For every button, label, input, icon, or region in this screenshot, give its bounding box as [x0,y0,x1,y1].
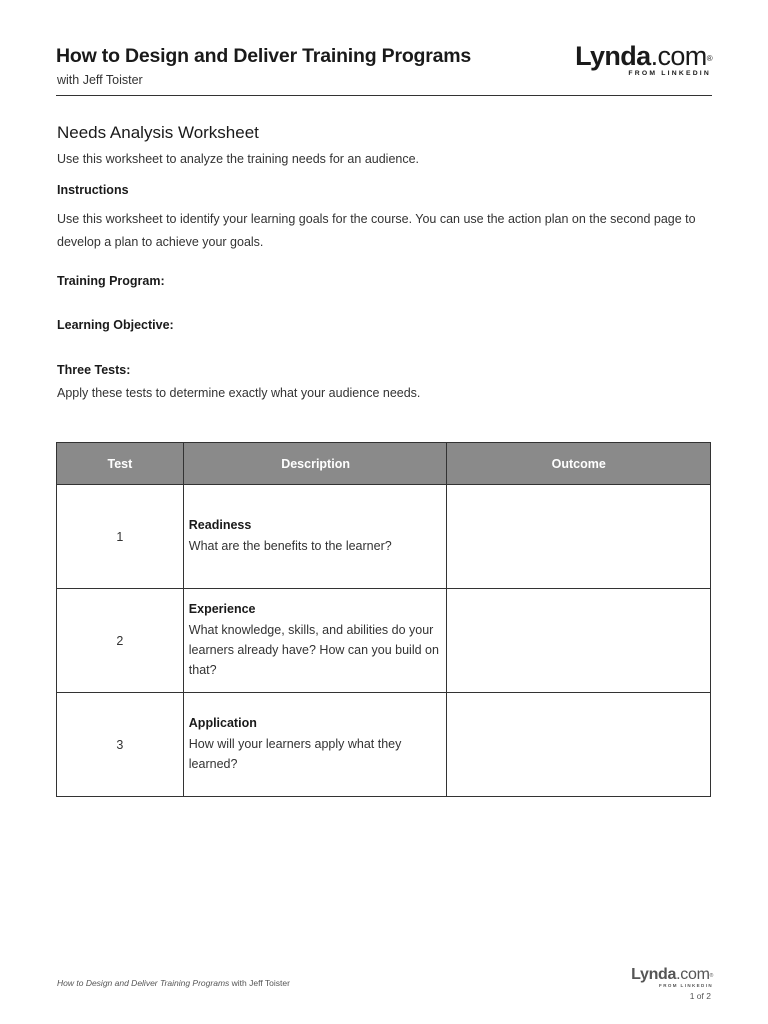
outcome-cell[interactable] [447,485,711,589]
outcome-cell[interactable] [447,693,711,797]
test-description-cell [183,589,447,693]
test-title: Readiness [188,517,252,532]
test-number: 1 [57,485,184,589]
test-number: 3 [57,693,184,797]
logo-registered-mark: ® [706,54,712,63]
header-description: Description [183,443,447,485]
instructions-heading: Instructions [57,183,129,197]
page-number: 1 of 2 [689,991,711,1001]
test-description: How will your learners apply what they learned? [188,736,402,771]
footer-author: with Jeff Toister [231,978,290,988]
test-title: Application [188,715,257,730]
test-description: What are the benefits to the learner? [188,538,392,553]
footer-logo-registered-mark: ® [709,973,713,979]
table-row [57,485,711,589]
header-outcome: Outcome [447,443,711,485]
logo-suffix: .com [650,41,707,71]
course-author: with Jeff Toister [57,73,143,87]
footer-lynda-logo [631,966,713,988]
test-description: What knowledge, skills, and abilities do your learners already have? How can you build on that? [188,622,439,677]
tests-table [56,442,711,797]
worksheet-title: Needs Analysis Worksheet [57,123,259,142]
training-program-label: Training Program: [57,274,165,288]
table-row [57,693,711,797]
test-number: 2 [57,589,184,693]
test-description-cell [183,485,447,589]
footer-logo-tagline: FROM LINKEDIN [659,983,713,988]
logo-brand: Lynda [575,41,651,71]
lynda-logo [575,41,712,78]
test-description-cell [183,693,447,797]
learning-objective-label: Learning Objective: [57,318,174,332]
course-title: How to Design and Deliver Training Programs [56,45,472,67]
outcome-cell[interactable] [447,589,711,693]
test-title: Experience [188,601,256,616]
three-tests-description: Apply these tests to determine exactly what your audience needs. [57,386,421,400]
document-header [56,42,712,96]
worksheet-intro: Use this worksheet to analyze the training needs for an audience. [57,152,420,166]
three-tests-label: Three Tests: [57,363,131,377]
footer-logo-suffix: .com [676,966,710,983]
table-row [57,589,711,693]
footer-course-credit [57,978,290,988]
table-header-row [57,443,711,485]
header-test: Test [57,443,184,485]
footer-course-title: How to Design and Deliver Training Programs [57,978,230,988]
instructions-body: Use this worksheet to identify your learning goals for the course. You can use the action plan on the second page to develop a plan to achieve your goals. [57,212,696,249]
logo-tagline: FROM LINKEDIN [628,70,711,77]
footer-logo-brand: Lynda [631,966,677,983]
